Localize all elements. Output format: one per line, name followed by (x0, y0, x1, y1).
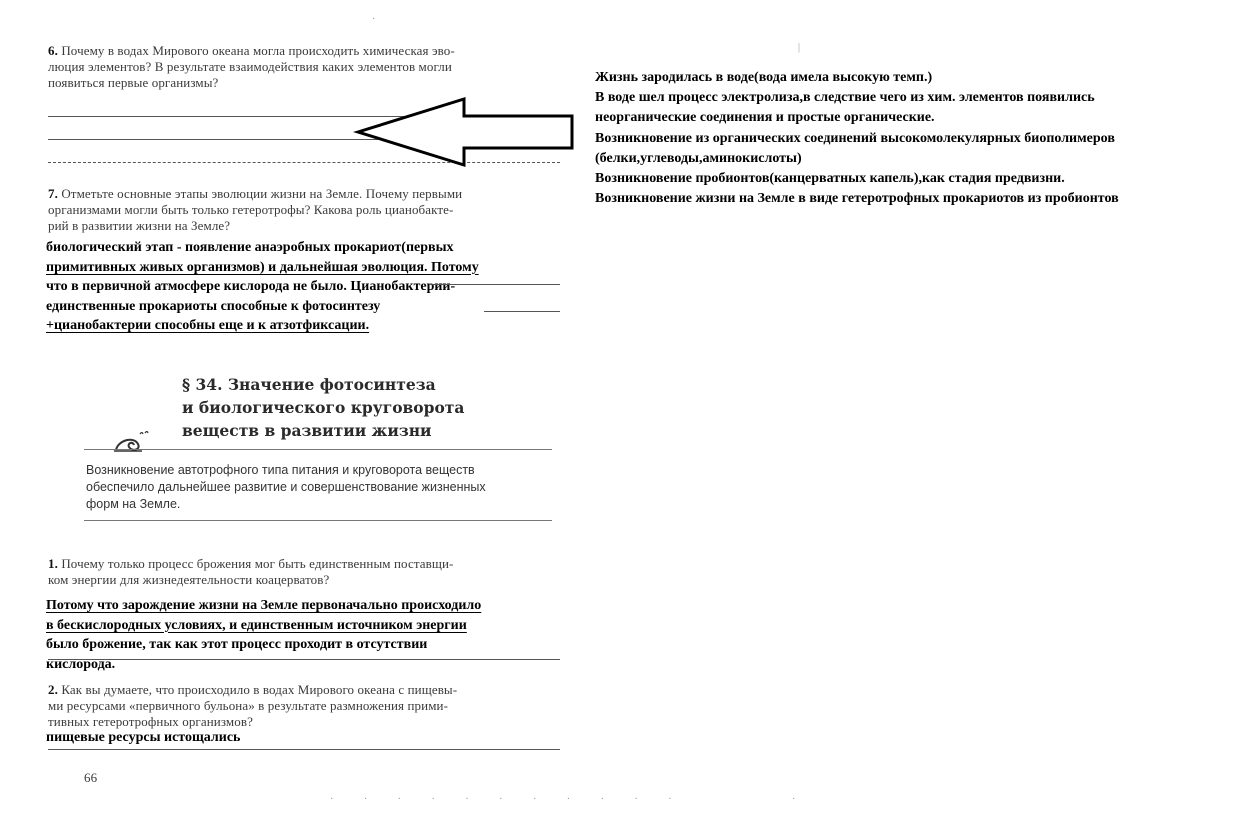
question-7 (48, 186, 568, 234)
question-7-line-1: 7. Отметьте основные этапы эволюции жизни на Земле. Почему первыми (48, 186, 463, 201)
question-7-number: 7. (48, 186, 58, 201)
right-answer-block (595, 68, 1235, 209)
section-divider (84, 520, 552, 521)
scan-artifact: | (798, 42, 801, 53)
right-answer-line-7: Возникновение жизни на Земле в виде гетеротрофных прокариотов из пробионтов (595, 191, 1119, 207)
question-6-line-3: появиться первые организмы? (48, 75, 219, 90)
question-2-line-1: 2. Как вы думаете, что происходило в водах Мирового океана с пищевы- (48, 682, 458, 697)
question-2-number: 2. (48, 682, 58, 697)
question-1-answer (46, 596, 576, 674)
scan-artifact: · · · · · · · · · · · (330, 794, 686, 805)
question-7-line-3: рий в развитии жизни на Земле? (48, 218, 231, 233)
scan-artifact: · (792, 794, 796, 805)
snail-icon (112, 428, 152, 454)
answer-line-4: единственные прокариоты способные к фотосинтезу (46, 298, 381, 314)
scan-artifact: · (372, 14, 376, 25)
question-2 (48, 682, 568, 730)
question-2-line-3: тивных гетеротрофных организмов? (48, 714, 253, 729)
question-1-number: 1. (48, 556, 58, 571)
right-answer-line-3: неорганические соединения и простые органические. (595, 110, 935, 126)
section-title-line-2: и биологического круговорота (182, 398, 465, 417)
answer-line-1: Потому что зарождение жизни на Земле первоначально происходило (46, 598, 482, 613)
answer-line-2: в бескислородных условиях, и единственным источником энергии (46, 617, 467, 633)
answer-line-1: биологический этап - появление анаэробных прокариот(первых (46, 240, 454, 255)
question-6-line-1: 6. Почему в водах Мирового океана могла происходить химическая эво- (48, 43, 455, 58)
answer-line (430, 284, 560, 285)
question-2-answer: пищевые ресурсы истощались (46, 730, 241, 745)
answer-line-3: что в первичной атмосфере кислорода не было. Цианобактерии- (46, 279, 456, 294)
question-1-line-1: 1. Почему только процесс брожения мог быть единственным поставщи- (48, 556, 454, 571)
section-divider (84, 449, 552, 450)
question-1-line-2: ком энергии для жизнедеятельности коацерватов? (48, 572, 330, 587)
answer-line-4: кислорода. (46, 656, 116, 672)
answer-line (48, 659, 560, 660)
summary-line-2: обеспечило дальнейшее развитие и совершенствование жизненных (86, 480, 486, 494)
question-6-line-2: люция элементов? В результате взаимодействия каких элементов могли (48, 59, 452, 74)
question-2-line-2: ми ресурсами «первичного бульона» в результате размножения прими- (48, 698, 449, 713)
right-answer-line-6: Возникновение пробионтов(канцерватных капель),как стадия предвизни. (595, 171, 1065, 187)
summary-line-3: форм на Земле. (86, 497, 181, 511)
question-1 (48, 556, 568, 588)
arrow-left-icon (350, 96, 580, 168)
section-title-line-1: § 34. Значение фотосинтеза (182, 375, 436, 394)
answer-line (48, 749, 560, 750)
answer-line-5: +цианобактерии способны еще и к атзотфиксации. (46, 318, 370, 333)
question-7-answer (46, 238, 576, 336)
section-title (182, 373, 562, 442)
summary-line-1: Возникновение автотрофного типа питания и круговорота веществ (86, 463, 475, 477)
right-answer-line-1: Жизнь зародилась в воде(вода имела высокую темп.) (595, 70, 933, 85)
answer-line-3: было брожение, так как этот процесс проходит в отсутствии (46, 637, 428, 652)
answer-line (484, 311, 560, 312)
right-answer-line-2: В воде шел процесс электролиза,в следствие чего из хим. элементов появились (595, 90, 1095, 106)
page-number: 66 (84, 770, 98, 785)
question-7-line-2: организмами могли быть только гетеротрофы? Какова роль цианобакте- (48, 202, 454, 217)
section-summary (86, 462, 556, 513)
right-answer-line-4: Возникновение из органических соединений высокомолекулярных биополимеров (595, 130, 1115, 146)
section-title-line-3: веществ в развитии жизни (182, 421, 432, 440)
right-answer-line-5: (белки,углеводы,аминокислоты) (595, 150, 802, 166)
question-6-number: 6. (48, 43, 58, 58)
answer-line-2: примитивных живых организмов) и дальнейшая эволюция. Потому (46, 259, 479, 275)
question-6 (48, 43, 568, 91)
